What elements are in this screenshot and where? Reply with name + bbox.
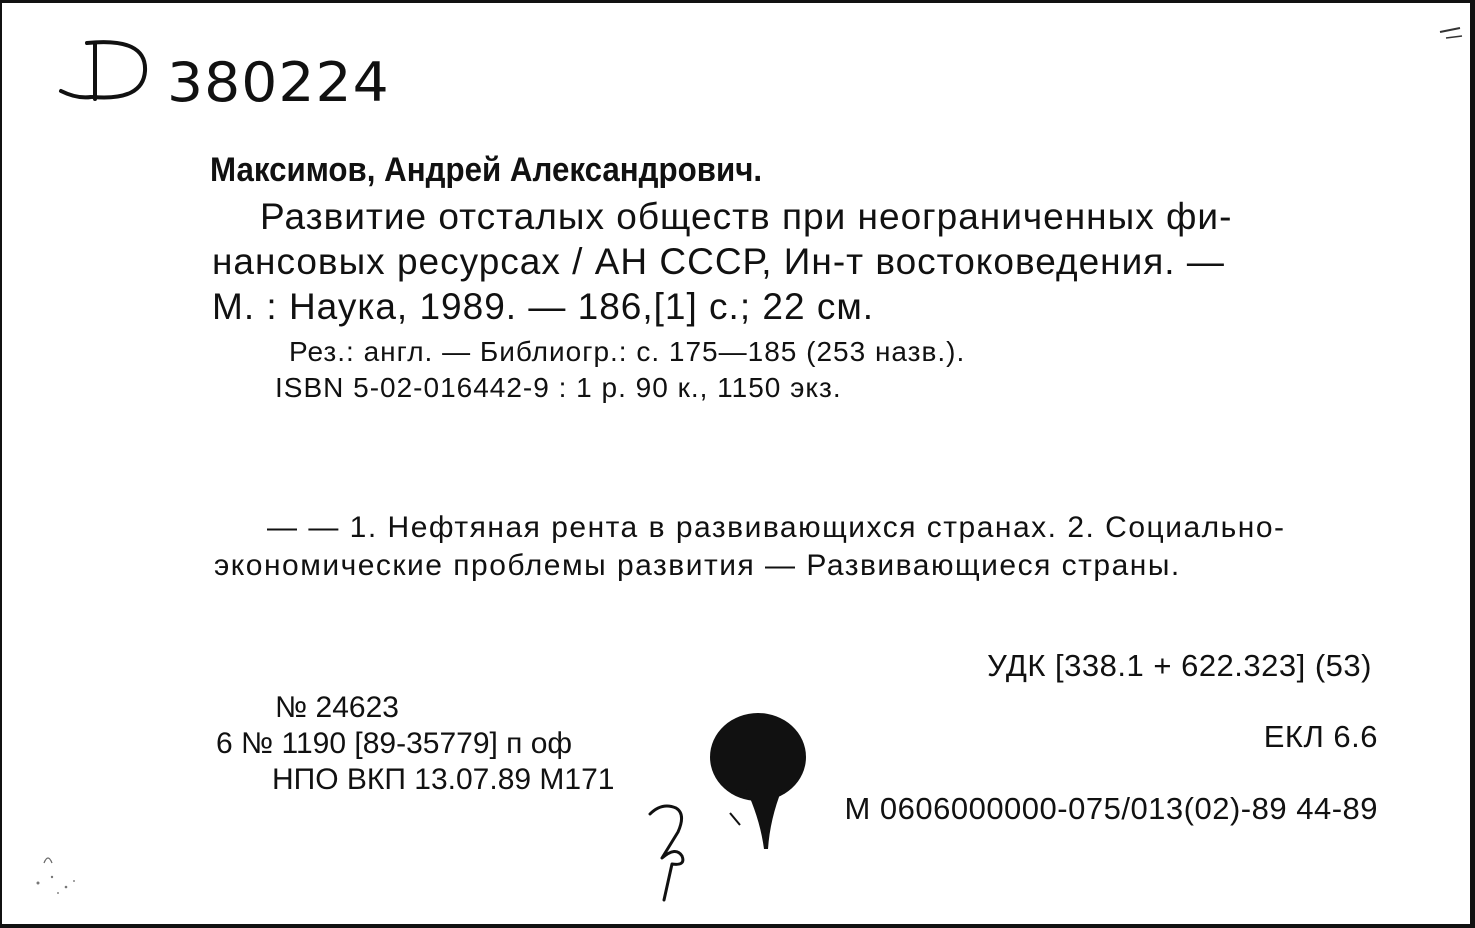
isbn-line: ISBN 5-02-016442-9 : 1 р. 90 к., 1150 экз.: [275, 372, 842, 403]
print-info-line-1: № 24623: [275, 691, 399, 724]
title-line-1: Развитие отсталых обществ при неограниченных фи-: [260, 196, 1233, 237]
paper-specks: [22, 843, 92, 903]
ink-blot: [708, 709, 818, 859]
author-heading: Максимов, Андрей Александрович.: [210, 151, 763, 189]
corner-mark: [1432, 18, 1472, 58]
notes-line-1: Рез.: англ. — Библиогр.: с. 175—185 (253 назв.).: [289, 336, 966, 367]
print-info-line-2: 6 № 1190 [89-35779] п оф: [216, 727, 573, 760]
print-info-line-3: НПО ВКП 13.07.89 М171: [272, 763, 615, 796]
subjects-line-1: — — 1. Нефтяная рента в развивающихся странах. 2. Социально-: [267, 511, 1286, 544]
title-line-2: нансовых ресурсах / АН СССР, Ин-т востоковедения. —: [212, 241, 1225, 282]
handwritten-seven-mark: [642, 798, 702, 908]
handwritten-d-mark: [57, 29, 157, 109]
series-code: М 0606000000-075/013(02)-89 44-89: [844, 791, 1378, 826]
subjects-line-2: экономические проблемы развития — Развивающиеся страны.: [214, 549, 1181, 582]
udc-code: УДК [338.1 + 622.323] (53): [987, 648, 1372, 683]
title-line-3: М. : Наука, 1989. — 186,[1] с.; 22 см.: [212, 286, 875, 327]
call-number: 380224: [167, 51, 390, 114]
ekl-code: ЕКЛ 6.6: [1263, 719, 1378, 754]
